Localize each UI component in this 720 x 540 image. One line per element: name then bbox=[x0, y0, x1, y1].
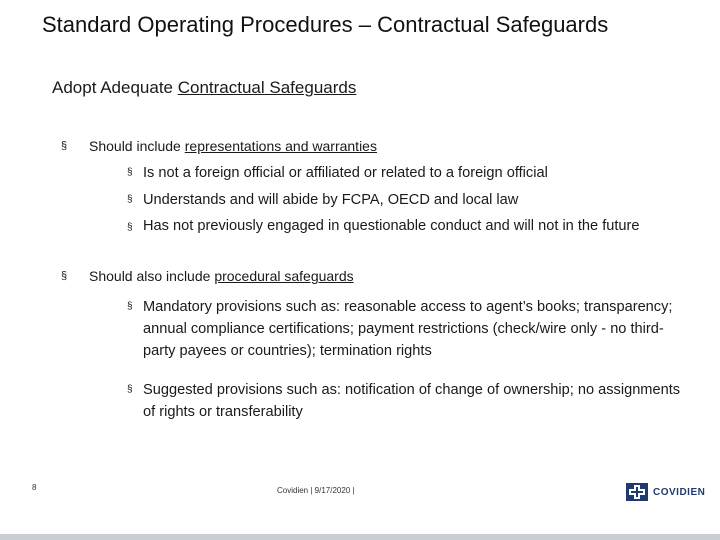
page-number: 8 bbox=[32, 483, 37, 492]
subtitle-underlined: Contractual Safeguards bbox=[177, 78, 357, 97]
footer-bar bbox=[0, 534, 720, 540]
sub-bullet-marker: § bbox=[127, 222, 133, 233]
subtitle-prefix: Adopt Adequate bbox=[52, 78, 178, 97]
sub-bullet-2-2-text: Suggested provisions such as: notification of change of ownership; no assignments of rights or transferability bbox=[143, 382, 681, 420]
bullet-2-underlined: procedural safeguards bbox=[214, 268, 354, 284]
footer-text: Covidien | 9/17/2020 | bbox=[277, 486, 355, 495]
sub-bullet-marker: § bbox=[127, 167, 133, 178]
bullet-1-text bbox=[89, 135, 377, 157]
sub-bullet-1-3-text: Has not previously engaged in questionable conduct and will not in the future bbox=[143, 218, 640, 234]
bullet-2-prefix: Should also include bbox=[89, 268, 215, 284]
sub-bullet-marker: § bbox=[127, 384, 133, 395]
covidien-logo bbox=[626, 483, 705, 501]
sub-bullet-1-2-text: Understands and will abide by FCPA, OECD and local law bbox=[143, 192, 519, 208]
sub-bullet-2-1-text: Mandatory provisions such as: reasonable access to agent’s books; transparency; annual compliance certifications; payment restrictions (check/wire only - no third-party payees or countries); termination rights bbox=[143, 299, 673, 359]
slide-title: Standard Operating Procedures – Contractual Safeguards bbox=[42, 12, 609, 37]
subtitle bbox=[52, 78, 356, 98]
covidien-cross-icon bbox=[626, 483, 648, 501]
bullet-1-prefix: Should include bbox=[89, 138, 185, 154]
bullet-marker: § bbox=[61, 140, 68, 152]
bullet-marker: § bbox=[61, 270, 68, 282]
sub-bullet-marker: § bbox=[127, 194, 133, 205]
bullet-1-underlined: representations and warranties bbox=[184, 138, 377, 154]
bullet-2-text bbox=[89, 265, 354, 287]
sub-bullet-1-1-text: Is not a foreign official or affiliated or related to a foreign official bbox=[143, 165, 548, 181]
logo-text: COVIDIEN bbox=[653, 486, 706, 498]
sub-bullet-marker: § bbox=[127, 301, 133, 312]
